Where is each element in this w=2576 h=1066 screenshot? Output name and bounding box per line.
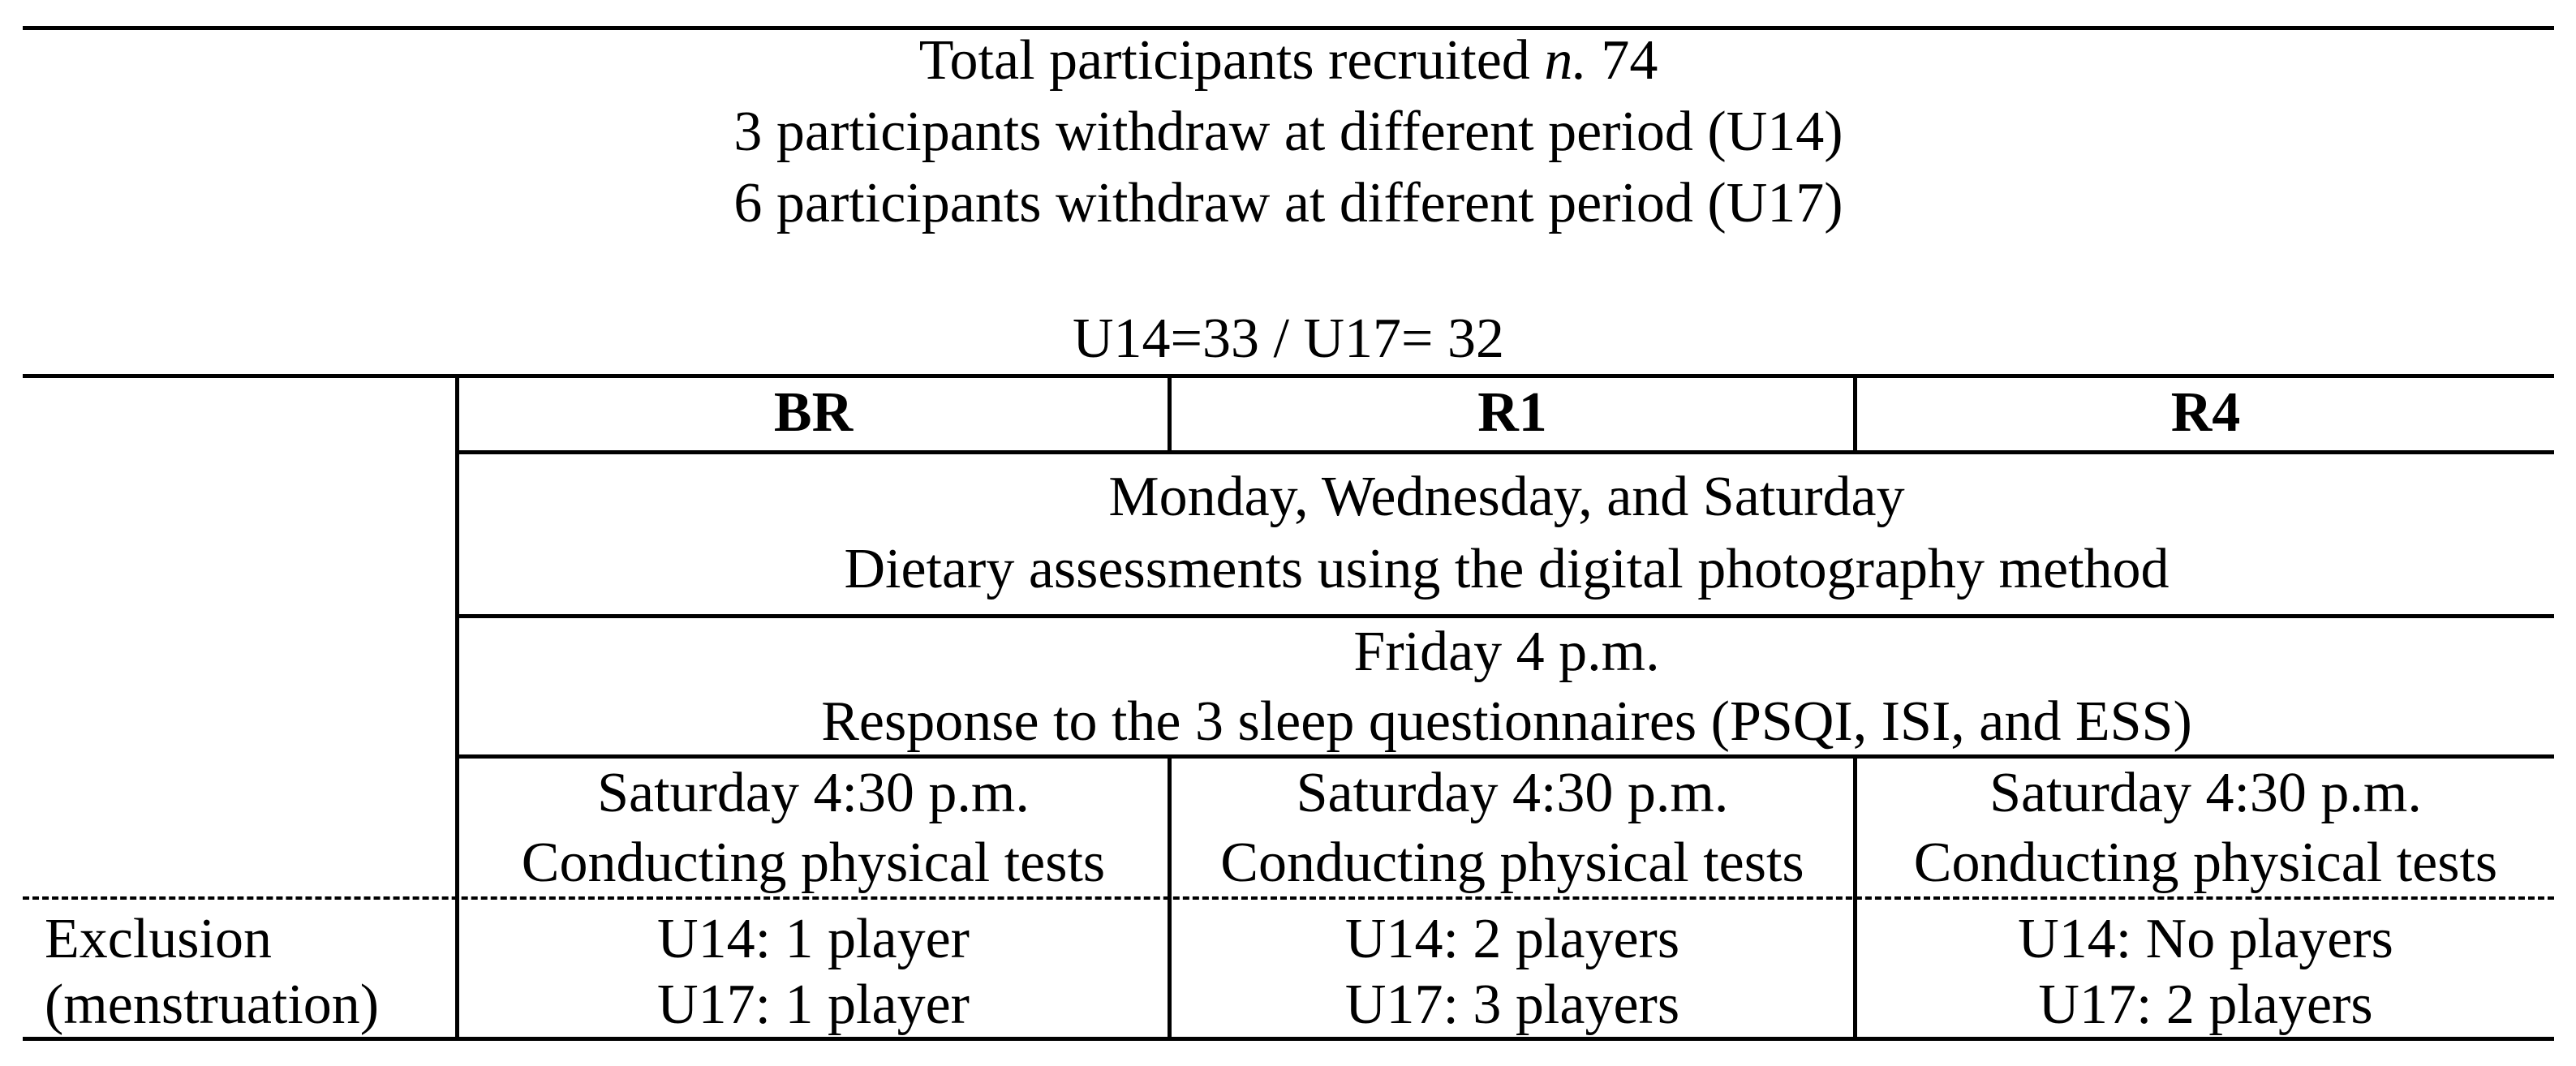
physical-tests-r1: Conducting physical tests xyxy=(1220,832,1804,894)
exclusion-reason: (menstruation) xyxy=(45,974,380,1036)
physical-tests-br: Conducting physical tests xyxy=(521,832,1106,894)
physical-time-r4: Saturday 4:30 p.m. xyxy=(1989,762,2422,824)
exclusion-label: Exclusion xyxy=(45,908,272,970)
physical-time-r1: Saturday 4:30 p.m. xyxy=(1296,762,1729,824)
column-header-br: BR xyxy=(773,381,854,444)
exclusion-br-u17: U17: 1 player xyxy=(657,974,970,1036)
physical-time-br: Saturday 4:30 p.m. xyxy=(597,762,1030,824)
column-header-r1: R1 xyxy=(1477,381,1547,444)
header-withdraw-u14: 3 participants withdraw at different period (U14) xyxy=(733,101,1843,163)
header-total-participants xyxy=(23,26,2554,96)
header-group-counts: U14=33 / U17= 32 xyxy=(1072,307,1504,370)
exclusion-br-u14: U14: 1 player xyxy=(657,908,970,970)
dietary-days: Monday, Wednesday, and Saturday xyxy=(1108,466,1905,528)
exclusion-r4-u14: U14: No players xyxy=(2018,908,2393,970)
sleep-time: Friday 4 p.m. xyxy=(1353,621,1660,683)
header-total-n-label: n. xyxy=(1544,29,1587,92)
exclusion-r1-u17: U17: 3 players xyxy=(1344,974,1680,1036)
physical-tests-r4: Conducting physical tests xyxy=(1913,832,2498,894)
exclusion-r1-u14: U14: 2 players xyxy=(1344,908,1680,970)
exclusion-r4-u17: U17: 2 players xyxy=(2038,974,2373,1036)
sleep-questionnaires: Response to the 3 sleep questionnaires (PSQI, ISI, and ESS) xyxy=(821,690,2192,753)
header-total-prefix: Total participants recruited xyxy=(918,29,1545,92)
column-header-r4: R4 xyxy=(2170,381,2241,444)
header-withdraw-u17: 6 participants withdraw at different period (U17) xyxy=(733,172,1843,234)
header-row-rule xyxy=(458,450,2554,454)
dietary-method: Dietary assessments using the digital photography method xyxy=(844,538,2170,600)
header-total-count: 74 xyxy=(1586,29,1658,92)
